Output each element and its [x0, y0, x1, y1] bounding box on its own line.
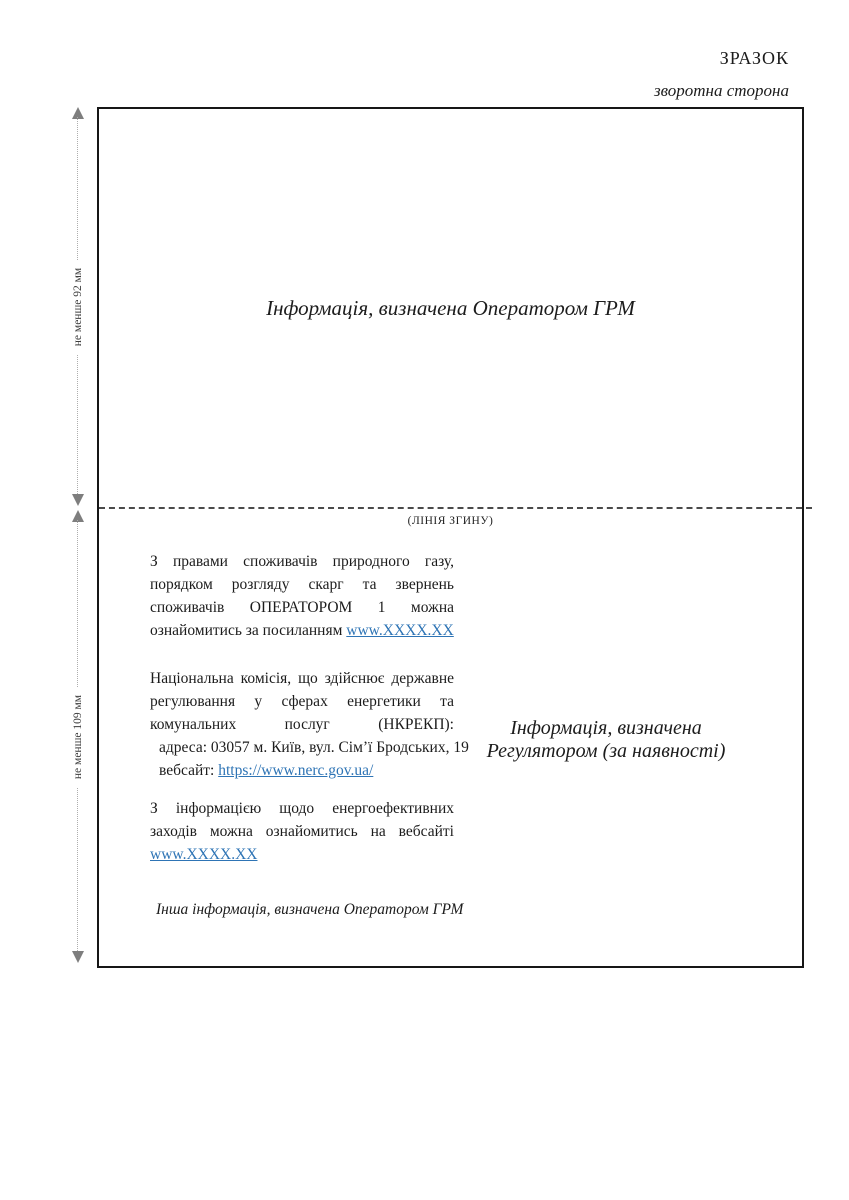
dimension-bottom-label: не менше 109 мм [72, 686, 84, 786]
consumer-rights-link[interactable]: www.XXXX.XX [346, 622, 454, 639]
nkrekp-paragraph [150, 667, 469, 782]
page-side-label: зворотна сторона [653, 81, 789, 100]
nkrekp-text: Національна комісія, що здійснює державне регулювання у сферах енергетики та комунальних послуг (НКРЕКП): [150, 670, 454, 733]
energy-efficiency-link[interactable]: www.XXXX.XX [150, 846, 258, 863]
regulator-info-title-line1: Інформація, визначена [510, 717, 702, 739]
dimension-bottom-section [70, 510, 86, 963]
operator-info-title: Інформація, визначена Оператором ГРМ [266, 296, 635, 320]
fold-line-label: (ЛІНІЯ ЗГИНУ) [407, 515, 494, 527]
nkrekp-website-link[interactable]: https://www.nerc.gov.ua/ [218, 762, 374, 779]
consumer-rights-text: З правами споживачів природного газу, порядком розгляду скарг та звернень споживачів ОПЕРАТОРОМ 1 можна ознайомитись за посиланням [150, 553, 454, 639]
nkrekp-website-label: вебсайт: [159, 762, 215, 779]
arrow-down-icon [72, 494, 84, 506]
sample-watermark-label: ЗРАЗОК [719, 48, 789, 68]
form-back-side-card [97, 107, 804, 968]
arrow-up-icon [72, 107, 84, 119]
nkrekp-website-line [150, 759, 454, 782]
dimension-top-section [70, 107, 86, 506]
arrow-up-icon [72, 510, 84, 522]
operator-info-section [99, 109, 802, 508]
dimension-top-label: не менше 92 мм [72, 259, 84, 353]
regulator-info-title-line2: Регулятором (за наявності) [486, 740, 726, 762]
energy-efficiency-text: З інформацією щодо енергоефективних заходів можна ознайомитись на вебсайті [150, 800, 454, 840]
energy-efficiency-paragraph [150, 797, 454, 866]
fold-line [99, 507, 812, 509]
other-info-note: Інша інформація, визначена Оператором ГРМ [156, 901, 464, 918]
regulator-info-title [456, 717, 756, 763]
consumer-rights-paragraph [150, 550, 454, 642]
nkrekp-address: адреса: 03057 м. Київ, вул. Сім’ї Бродських, 19 [159, 739, 469, 756]
arrow-down-icon [72, 951, 84, 963]
